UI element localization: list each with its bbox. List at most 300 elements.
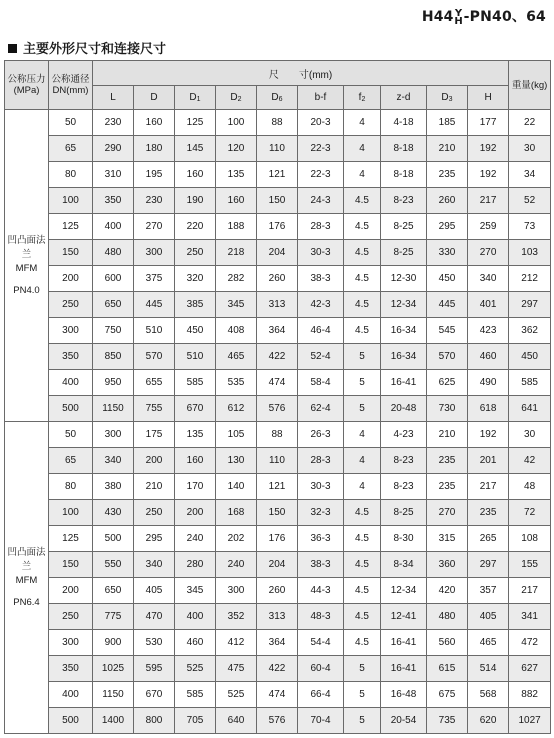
table-cell: 8-25 [381,240,427,266]
table-cell: 313 [257,604,298,630]
table-cell: 8-30 [381,526,427,552]
table-cell: 670 [134,682,175,708]
table-cell: 585 [175,370,216,396]
table-cell: 568 [468,682,509,708]
header-dim-base: D [441,92,449,103]
table-cell: 950 [93,370,134,396]
table-cell: 576 [257,396,298,422]
table-cell: 110 [257,448,298,474]
table-row [5,474,551,500]
table-cell: 16-41 [381,656,427,682]
table-cell: 295 [134,526,175,552]
table-cell: 4-18 [381,110,427,136]
table-cell: 150 [49,240,93,266]
pressure-group-label-line: PN4.0 [13,284,40,296]
header-dimensions: 尺 寸(mm) [93,61,509,86]
table-cell: 218 [216,240,257,266]
table-cell: 570 [427,344,468,370]
table-cell: 755 [134,396,175,422]
table-cell: 48 [509,474,551,500]
table-row [5,630,551,656]
table-cell: 450 [175,318,216,344]
table-cell: 54-4 [298,630,344,656]
table-cell: 560 [427,630,468,656]
table-cell: 155 [509,552,551,578]
header-dim-base: D [150,92,158,103]
table-cell: 585 [175,682,216,708]
table-cell: 4.5 [344,266,381,292]
table-cell: 16-34 [381,318,427,344]
table-cell: 422 [257,344,298,370]
table-cell: 615 [427,656,468,682]
pressure-group-label-line: MFM [15,574,38,586]
table-cell: 4 [344,162,381,188]
table-cell: 280 [175,552,216,578]
table-cell: 735 [427,708,468,734]
table-cell: 217 [468,188,509,214]
table-cell: 460 [468,344,509,370]
table-body [5,110,551,734]
table-cell: 160 [175,448,216,474]
table-cell: 110 [257,136,298,162]
table-cell: 400 [49,682,93,708]
table-cell: 570 [134,344,175,370]
table-cell: 900 [93,630,134,656]
table-cell: 34 [509,162,551,188]
table-cell: 170 [175,474,216,500]
table-cell: 460 [175,630,216,656]
table-cell: 50 [49,110,93,136]
table-cell: 330 [427,240,468,266]
table-cell: 48-3 [298,604,344,630]
table-cell: 73 [509,214,551,240]
table-cell: 627 [509,656,551,682]
table-cell: 260 [427,188,468,214]
model-title [422,6,546,26]
table-row [5,188,551,214]
table-cell: 26-3 [298,422,344,448]
table-cell: 4 [344,110,381,136]
table-cell: 775 [93,604,134,630]
table-row [5,552,551,578]
table-cell: 535 [216,370,257,396]
table-cell: 28-3 [298,448,344,474]
table-cell: 12-41 [381,604,427,630]
table-cell: 52-4 [298,344,344,370]
table-cell: 12-30 [381,266,427,292]
table-cell: 750 [93,318,134,344]
table-row [5,448,551,474]
table-cell: 259 [468,214,509,240]
table-cell: 20-54 [381,708,427,734]
table-cell: 20-3 [298,110,344,136]
header-nominal-pressure: 公称压力(MPa) [5,61,49,110]
table-cell: 88 [257,422,298,448]
header-dim-subscript: 1 [196,96,201,103]
table-cell: 22 [509,110,551,136]
table-cell: 30-3 [298,474,344,500]
table-row [5,110,551,136]
table-cell: 295 [427,214,468,240]
table-cell: 310 [93,162,134,188]
table-cell: 38-3 [298,552,344,578]
table-cell: 58-4 [298,370,344,396]
table-cell: 8-23 [381,474,427,500]
table-cell: 195 [134,162,175,188]
table-cell: 655 [134,370,175,396]
table-cell: 108 [509,526,551,552]
table-cell: 230 [134,188,175,214]
header-dim-d [134,86,175,110]
square-bullet-icon [8,44,17,53]
header-dim-base: z-d [396,92,411,103]
header-dim-base: D [271,92,279,103]
header-dim-d2 [216,86,257,110]
table-row [5,136,551,162]
table-cell: 400 [49,370,93,396]
table-cell: 180 [134,136,175,162]
table-cell: 12-34 [381,292,427,318]
table-cell: 500 [49,396,93,422]
table-cell: 8-25 [381,500,427,526]
table-cell: 313 [257,292,298,318]
table-cell: 175 [134,422,175,448]
table-cell: 345 [216,292,257,318]
table-cell: 240 [216,552,257,578]
table-cell: 625 [427,370,468,396]
header-dim-subscript: 2 [237,96,242,103]
table-cell: 445 [427,292,468,318]
pressure-group-label-line: MFM [15,262,38,274]
table-cell: 300 [134,240,175,266]
table-cell: 510 [175,344,216,370]
table-cell: 4 [344,448,381,474]
table-cell: 408 [216,318,257,344]
table-cell: 1150 [93,396,134,422]
table-cell: 212 [509,266,551,292]
table-cell: 16-48 [381,682,427,708]
table-cell: 1025 [93,656,134,682]
table-cell: 140 [216,474,257,500]
header-dim-l [93,86,134,110]
table-cell: 297 [468,552,509,578]
table-cell: 412 [216,630,257,656]
table-cell: 500 [49,708,93,734]
table-cell: 188 [216,214,257,240]
table-cell: 4-23 [381,422,427,448]
model-suffix: -PN40、64 [463,9,546,25]
table-cell: 650 [93,578,134,604]
table-cell: 525 [216,682,257,708]
table-cell: 400 [93,214,134,240]
table-cell: 44-3 [298,578,344,604]
table-cell: 450 [427,266,468,292]
table-cell: 80 [49,162,93,188]
table-cell: 297 [509,292,551,318]
table-cell: 300 [93,422,134,448]
table-cell: 618 [468,396,509,422]
header-dim-base: D [189,92,197,103]
table-cell: 705 [175,708,216,734]
header-dim-base: L [110,92,116,103]
table-cell: 340 [468,266,509,292]
table-row [5,656,551,682]
header-nominal-diameter: 公称通径DN(mm) [49,61,93,110]
table-cell: 472 [509,630,551,656]
table-cell: 177 [468,110,509,136]
table-cell: 620 [468,708,509,734]
table-cell: 4 [344,136,381,162]
table-cell: 5 [344,708,381,734]
table-cell: 341 [509,604,551,630]
table-cell: 32-3 [298,500,344,526]
header-dim-subscript: 6 [278,96,283,103]
table-row [5,396,551,422]
table-cell: 65 [49,136,93,162]
table-cell: 210 [134,474,175,500]
table-cell: 192 [468,136,509,162]
table-cell: 882 [509,682,551,708]
table-cell: 160 [175,162,216,188]
table-cell: 24-3 [298,188,344,214]
table-cell: 200 [49,578,93,604]
table-cell: 135 [175,422,216,448]
table-cell: 405 [468,604,509,630]
table-cell: 422 [257,656,298,682]
table-cell: 270 [427,500,468,526]
table-row [5,682,551,708]
model-upper-letter: Y [454,8,463,19]
header-dim-subscript: 2 [361,96,366,103]
table-cell: 150 [257,188,298,214]
header-dim-d3 [427,86,468,110]
table-row [5,240,551,266]
table-cell: 380 [93,474,134,500]
table-cell: 250 [134,500,175,526]
table-cell: 16-34 [381,344,427,370]
table-cell: 480 [427,604,468,630]
table-cell: 8-25 [381,214,427,240]
table-cell: 190 [175,188,216,214]
table-cell: 576 [257,708,298,734]
table-row [5,318,551,344]
table-cell: 28-3 [298,214,344,240]
section-title [8,38,166,57]
header-dim-z-d [381,86,427,110]
table-cell: 30 [509,136,551,162]
table-cell: 340 [134,552,175,578]
table-cell: 125 [49,526,93,552]
table-cell: 650 [93,292,134,318]
table-cell: 490 [468,370,509,396]
table-cell: 135 [216,162,257,188]
table-cell: 88 [257,110,298,136]
table-cell: 585 [509,370,551,396]
table-cell: 100 [49,500,93,526]
table-row [5,526,551,552]
table-cell: 5 [344,396,381,422]
table-cell: 230 [93,110,134,136]
table-cell: 8-18 [381,162,427,188]
table-cell: 475 [216,656,257,682]
header-dim-d1 [175,86,216,110]
table-cell: 22-3 [298,136,344,162]
pressure-group-label [5,110,49,422]
table-cell: 4.5 [344,500,381,526]
table-cell: 474 [257,370,298,396]
model-stacked-letters [454,10,464,26]
table-cell: 445 [134,292,175,318]
table-cell: 100 [49,188,93,214]
table-row [5,422,551,448]
table-cell: 270 [468,240,509,266]
table-row [5,162,551,188]
table-cell: 352 [216,604,257,630]
header-dim-d6 [257,86,298,110]
pressure-group-label-line: 凹凸面法兰 [7,234,46,260]
table-cell: 1027 [509,708,551,734]
table-cell: 4.5 [344,214,381,240]
table-cell: 315 [427,526,468,552]
table-row [5,500,551,526]
table-cell: 360 [427,552,468,578]
table-cell: 450 [509,344,551,370]
table-cell: 5 [344,370,381,396]
table-cell: 600 [93,266,134,292]
table-cell: 400 [175,604,216,630]
header-weight: 重量(kg) [509,61,551,110]
table-cell: 430 [93,500,134,526]
table-cell: 125 [49,214,93,240]
table-cell: 595 [134,656,175,682]
table-cell: 423 [468,318,509,344]
table-cell: 8-34 [381,552,427,578]
table-cell: 4.5 [344,578,381,604]
table-cell: 5 [344,682,381,708]
table-cell: 4.5 [344,526,381,552]
table-cell: 145 [175,136,216,162]
table-cell: 105 [216,422,257,448]
table-cell: 5 [344,344,381,370]
table-cell: 530 [134,630,175,656]
table-cell: 192 [468,422,509,448]
header-dim-f2 [344,86,381,110]
table-cell: 125 [175,110,216,136]
table-cell: 210 [427,136,468,162]
table-cell: 1400 [93,708,134,734]
table-cell: 217 [509,578,551,604]
table-cell: 250 [175,240,216,266]
table-cell: 210 [427,422,468,448]
pressure-group-label-line: 凹凸面法兰 [7,546,46,572]
dimensions-table [4,60,551,734]
table-cell: 470 [134,604,175,630]
table-cell: 550 [93,552,134,578]
table-cell: 8-23 [381,448,427,474]
table-cell: 362 [509,318,551,344]
table-cell: 201 [468,448,509,474]
table-cell: 300 [49,318,93,344]
table-cell: 4.5 [344,630,381,656]
table-cell: 4 [344,474,381,500]
table-cell: 385 [175,292,216,318]
table-cell: 265 [468,526,509,552]
table-cell: 300 [49,630,93,656]
pressure-group-label-line: PN6.4 [13,596,40,608]
table-cell: 204 [257,240,298,266]
header-dim-subscript: 3 [448,96,453,103]
table-cell: 60-4 [298,656,344,682]
table-cell: 4.5 [344,552,381,578]
table-cell: 204 [257,552,298,578]
table-row [5,708,551,734]
table-cell: 50 [49,422,93,448]
table-cell: 52 [509,188,551,214]
table-cell: 465 [468,630,509,656]
table-cell: 345 [175,578,216,604]
table-cell: 357 [468,578,509,604]
table-cell: 200 [175,500,216,526]
table-cell: 8-23 [381,188,427,214]
table-cell: 130 [216,448,257,474]
table-cell: 364 [257,318,298,344]
table-cell: 612 [216,396,257,422]
table-cell: 160 [216,188,257,214]
table-cell: 4.5 [344,604,381,630]
table-cell: 300 [216,578,257,604]
header-dim-base: b-f [314,92,327,103]
model-lower-letter: H [454,16,463,27]
section-title-text: 主要外形尺寸和连接尺寸 [23,41,167,56]
table-cell: 250 [49,292,93,318]
table-cell: 66-4 [298,682,344,708]
table-cell: 240 [175,526,216,552]
table-cell: 4.5 [344,318,381,344]
table-cell: 4.5 [344,240,381,266]
table-cell: 36-3 [298,526,344,552]
table-cell: 12-34 [381,578,427,604]
table-cell: 100 [216,110,257,136]
table-cell: 850 [93,344,134,370]
table-cell: 675 [427,682,468,708]
table-cell: 670 [175,396,216,422]
table-cell: 474 [257,682,298,708]
table-cell: 260 [257,578,298,604]
table-cell: 235 [468,500,509,526]
table-cell: 176 [257,214,298,240]
table-cell: 16-41 [381,630,427,656]
model-prefix: H44 [421,9,454,25]
table-cell: 282 [216,266,257,292]
table-cell: 16-41 [381,370,427,396]
table-row [5,344,551,370]
table-cell: 150 [257,500,298,526]
table-cell: 235 [427,162,468,188]
table-cell: 420 [427,578,468,604]
table-row [5,370,551,396]
table-row [5,578,551,604]
table-cell: 235 [427,448,468,474]
table-cell: 200 [49,266,93,292]
table-cell: 514 [468,656,509,682]
table-cell: 250 [49,604,93,630]
table-cell: 220 [175,214,216,240]
table-cell: 42-3 [298,292,344,318]
table-cell: 62-4 [298,396,344,422]
header-dim-base: H [484,92,492,103]
header-dim-h [468,86,509,110]
table-cell: 405 [134,578,175,604]
